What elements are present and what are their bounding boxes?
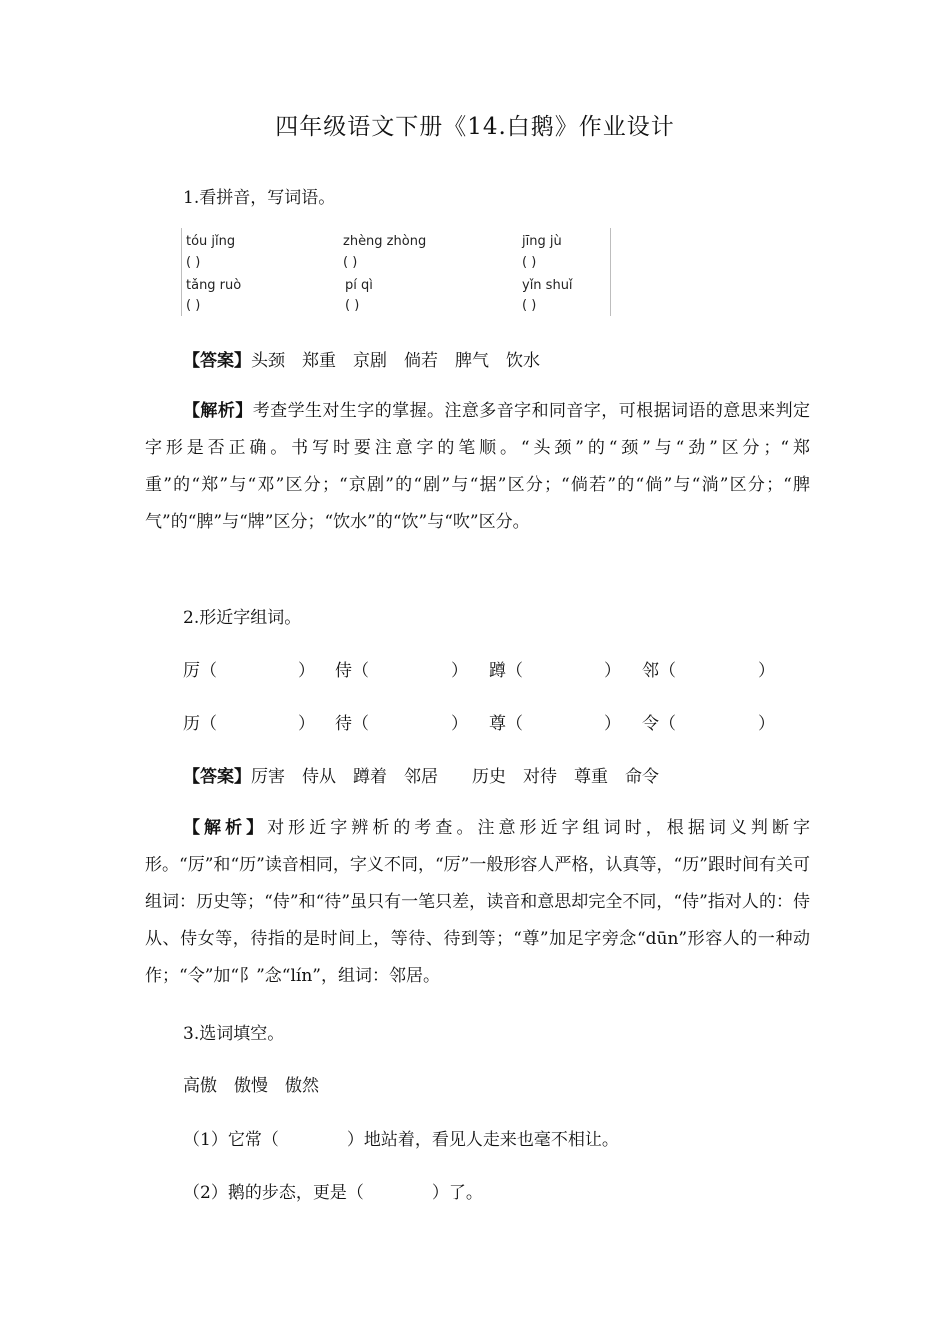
q2-r1-item-1: 厉（ <box>183 661 217 681</box>
q2-r1-close-2: ） <box>451 661 468 681</box>
q2-row-2 <box>183 709 803 733</box>
analysis-label: 【解析】 <box>183 401 253 421</box>
q2-analysis <box>145 810 810 995</box>
answer-label: 【答案】 <box>183 351 251 371</box>
blank-2: ( ) <box>343 255 358 270</box>
q3-word-choices: 高傲 傲慢 傲然 <box>183 1076 319 1096</box>
q1-heading: 1.看拼音，写词语。 <box>183 188 336 208</box>
q2-heading: 2.形近字组词。 <box>183 608 302 628</box>
answer-text: 厉害 侍从 蹲着 邻居 历史 对待 尊重 命令 <box>251 767 659 787</box>
q2-r1-item-2: 侍（ <box>335 661 369 681</box>
q2-r2-close-3: ） <box>604 714 621 734</box>
q2-r1-close-4: ） <box>758 661 775 681</box>
q2-answer <box>183 762 659 787</box>
pinyin-3: jīng jù <box>522 234 562 249</box>
q2-r2-item-4: 令（ <box>642 714 676 734</box>
answer-label: 【答案】 <box>183 767 251 787</box>
blank-1: ( ) <box>186 255 201 270</box>
q3-sentence-1: （1）它常（ ）地站着，看见人走来也毫不相让。 <box>183 1130 619 1150</box>
q2-r2-close-2: ） <box>451 714 468 734</box>
q2-r2-item-2: 待（ <box>335 714 369 734</box>
q2-r2-close-4: ） <box>758 714 775 734</box>
blank-3: ( ) <box>522 255 537 270</box>
pinyin-4: tǎng ruò <box>186 278 242 293</box>
q2-r2-item-1: 历（ <box>183 714 217 734</box>
blank-4: ( ) <box>186 298 201 313</box>
q1-analysis <box>145 393 810 541</box>
blank-5: ( ) <box>345 298 360 313</box>
pinyin-6: yǐn shuǐ <box>522 278 573 293</box>
blank-6: ( ) <box>522 298 537 313</box>
q2-r1-close-1: ） <box>298 661 315 681</box>
q2-r1-close-3: ） <box>604 661 621 681</box>
analysis-label: 【解析】 <box>183 818 268 838</box>
pinyin-5: pí qì <box>345 278 373 293</box>
pinyin-table <box>181 228 611 316</box>
q3-sentence-2: （2）鹅的步态，更是（ ）了。 <box>183 1183 483 1203</box>
q2-r1-item-4: 邻（ <box>642 661 676 681</box>
answer-text: 头颈 郑重 京剧 倘若 脾气 饮水 <box>251 351 540 371</box>
analysis-text: 考查学生对生字的掌握。注意多音字和同音字，可根据词语的意思来判定字形是否正确。书写时要注意字的笔顺。“头颈”的“颈”与“劲”区分；“郑重”的“郑”与“邓”区分；“京剧”的“剧”与“据”区分；“倘若”的“倘”与“淌”区分；“脾气”的“脾”与“牌”区分；“饮水”的“饮”与“吹”区分。 <box>145 401 811 532</box>
pinyin-2: zhèng zhòng <box>343 234 427 249</box>
pinyin-1: tóu jǐng <box>186 234 236 249</box>
q2-row-1 <box>183 656 803 680</box>
page-title: 四年级语文下册《14.白鹅》作业设计 <box>275 114 675 140</box>
q2-r2-close-1: ） <box>298 714 315 734</box>
q2-r1-item-3: 蹲（ <box>489 661 523 681</box>
q3-heading: 3.选词填空。 <box>183 1024 285 1044</box>
analysis-text: 对形近字辨析的考查。注意形近字组词时，根据词义判断字形。“厉”和“历”读音相同，字义不同，“厉”一般形容人严格，认真等，“历”跟时间有关可组词：历史等；“侍”和“待”虽只有一笔只差，读音和意思却完全不同，“侍”指对人的：侍从、侍女等，待指的是时间上，等待、待到等；“尊”加足字旁念“dūn”形容人的一种动作；“令”加“阝”念“lín”，组词：邻居。 <box>145 818 811 986</box>
q2-r2-item-3: 尊（ <box>489 714 523 734</box>
q1-answer <box>183 346 540 371</box>
